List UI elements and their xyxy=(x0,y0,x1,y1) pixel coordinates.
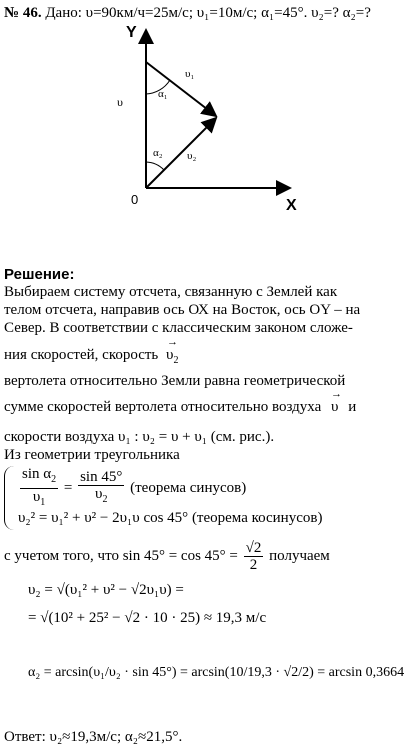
v2-vector-symbol: → $\upsilon_2$ xyxy=(166,346,178,370)
sine-theorem-note: (теорема синусов) xyxy=(130,479,247,496)
system-brace xyxy=(4,466,15,530)
vector-arrow-icon: → xyxy=(331,388,342,400)
vector-arrow-icon: → xyxy=(167,336,179,348)
v2-result: = √(10² + 25² − √2 · 10 · 25) ≈ 19,3 м/с xyxy=(28,610,267,626)
solution-line-8: Из геометрии треугольника xyxy=(4,447,180,463)
v2-formula: υ₂ = √(υ₁² + υ² − √2υ₁υ) = xyxy=(28,582,184,598)
problem-number: № 46. xyxy=(4,5,42,21)
solution-line-5: вертолета относительно Земли равна геометрической xyxy=(4,373,346,389)
velocity-diagram xyxy=(100,20,320,220)
solution-line-6: сумме скоростей вертолета относительно воздуха → υ и xyxy=(4,398,356,416)
cosine-theorem-equation: υ₂² = υ₁² + υ² − 2υ₁υ cos 45° (теорема косинусов) xyxy=(18,510,323,526)
alpha2-label: α₂ xyxy=(153,147,163,159)
y-axis-label: Y xyxy=(126,24,137,41)
solution-line-7: скорости воздуха υ₁ : υ₂ = υ + υ₁ (см. рис.). xyxy=(4,429,275,445)
sin-cos-note: с учетом того, что sin 45° = cos 45° = $\frac{√2}{2}$ получаем xyxy=(4,540,330,573)
v1-label: υ₁ xyxy=(185,68,195,80)
v-vector-symbol: → υ xyxy=(331,398,338,416)
x-axis-label: X xyxy=(286,197,297,214)
v1-vector xyxy=(146,62,216,116)
solution-line-2: телом отсчета, направив ось ОХ на Восток, ось ОY – на xyxy=(4,302,361,318)
v-label: υ xyxy=(117,95,123,109)
solution-line-4 xyxy=(4,336,179,370)
cosine-theorem-note: (теорема косинусов) xyxy=(191,510,323,526)
sine-theorem-equation: $\frac{\sin \alpha_2}{\upsilon_1}$ = $\frac{\sin 45^\circ}{\upsilon_2}$ (теорема синусов) xyxy=(22,466,247,508)
alpha1-label: α₁ xyxy=(158,88,168,100)
solution-line-1: Выбираем систему отсчета, связанную с Землей как xyxy=(4,284,338,300)
line4-text: ния скоростей, скорость xyxy=(4,347,159,363)
alpha2-formula: α₂ = arcsin(υ₁/υ₂ · sin 45°) = arcsin(10/19,3 · √2/2) = arcsin 0,3664 xyxy=(28,665,404,680)
solution-heading: Решение: xyxy=(4,266,75,283)
origin-label: 0 xyxy=(131,192,139,207)
answer-line: Ответ: υ₂≈19,3м/с; α₂≈21,5°. xyxy=(4,729,183,745)
problem-given: Дано: υ=90км/ч=25м/с; υ₁=10м/с; α₁=45°. υ₂=? α₂=? xyxy=(45,5,371,21)
v2-label: υ₂ xyxy=(187,150,197,162)
solution-line-3: Север. В соответствии с классическим законом сложе- xyxy=(4,320,353,336)
alpha2-arc xyxy=(146,162,164,170)
